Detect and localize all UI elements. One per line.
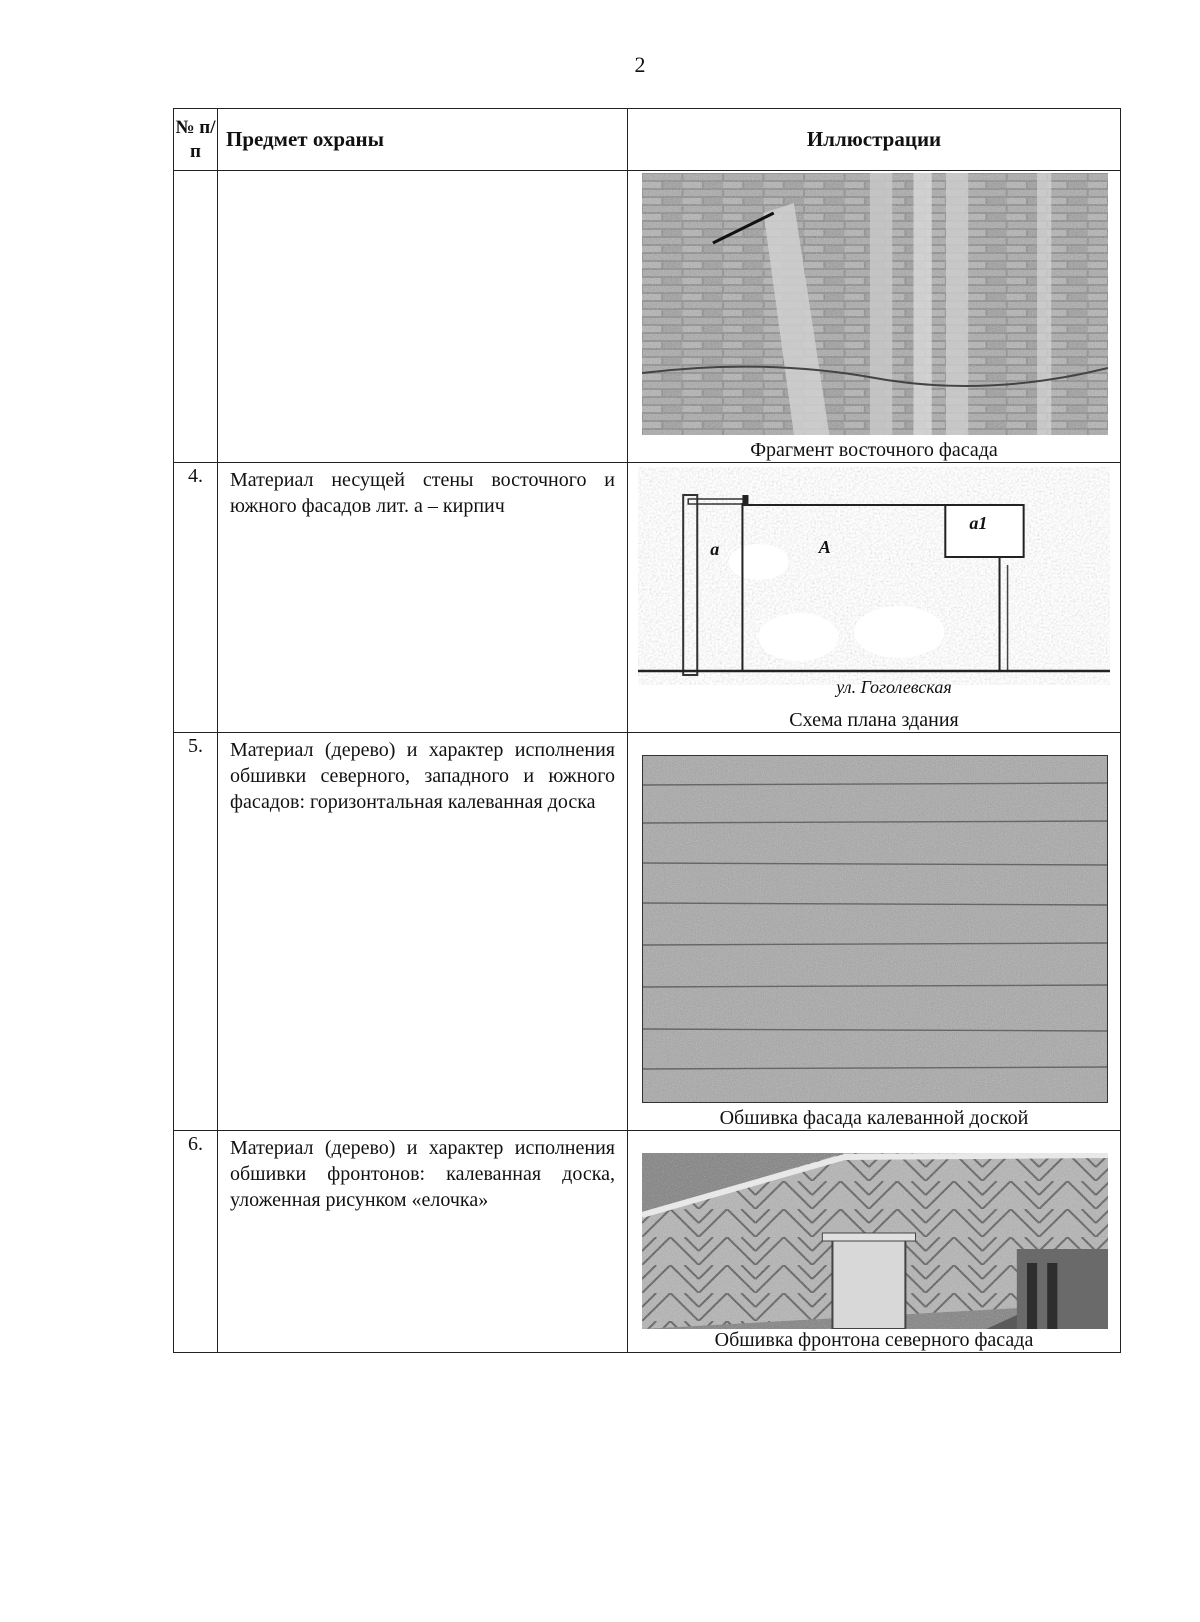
row-illustration: [628, 171, 1121, 463]
facade-cladding-photo: [642, 755, 1108, 1103]
row-num: 5.: [174, 733, 218, 1131]
plan-label-a: а: [710, 539, 720, 559]
row-illustration: [628, 1131, 1121, 1353]
page-number: 2: [634, 52, 646, 77]
protection-table: [173, 108, 1121, 1353]
illustration-caption: Схема плана здания: [789, 709, 959, 731]
building-plan-scheme: [638, 467, 1110, 685]
header-num: № п/п: [174, 109, 218, 171]
plan-street-label: ул. Гоголевская: [836, 677, 952, 697]
row-subject: Материал (дерево) и характер исполнения обшивки фронтонов: калеванная доска, уложенная рисунком «елочка»: [218, 1131, 628, 1353]
row-num: [174, 171, 218, 463]
illustration-caption: Обшивка фронтона северного фасада: [714, 1329, 1034, 1351]
row-subject: Материал (дерево) и характер исполнения обшивки северного, западного и южного фасадов: горизонтальная калеванная доска: [218, 733, 628, 1131]
row-subject: Материал несущей стены восточного и южного фасадов лит. а – кирпич: [218, 463, 628, 733]
row-num: 6.: [174, 1131, 218, 1353]
row-illustration: [628, 463, 1121, 733]
row-num: 4.: [174, 463, 218, 733]
illustration-caption: Обшивка фасада калеванной доской: [719, 1107, 1029, 1129]
table-row: [174, 463, 1121, 733]
row-subject: [218, 171, 628, 463]
table-header-row: [174, 109, 1121, 171]
illustration-caption: Фрагмент восточного фасада: [750, 439, 998, 461]
plan-label-A: А: [818, 537, 831, 557]
table-row: [174, 733, 1121, 1131]
table-row: [174, 171, 1121, 463]
header-illustrations: Иллюстрации: [628, 109, 1121, 171]
table-row: [174, 1131, 1121, 1353]
plan-label-a1: а1: [969, 513, 988, 533]
east-facade-fragment-photo: [642, 173, 1108, 435]
header-subject: Предмет охраны: [218, 109, 628, 171]
row-illustration: [628, 733, 1121, 1131]
gable-cladding-photo: [642, 1153, 1108, 1329]
